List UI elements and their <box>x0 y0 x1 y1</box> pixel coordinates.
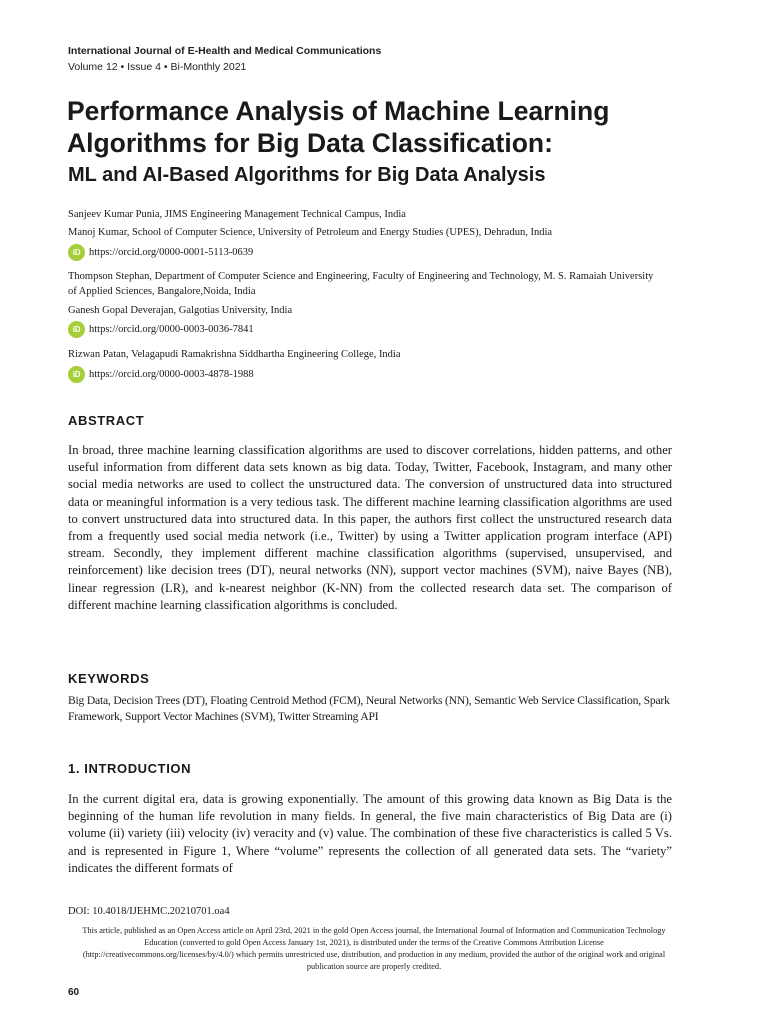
orcid-url[interactable]: https://orcid.org/0000-0003-0036-7841 <box>89 323 254 335</box>
page-number: 60 <box>68 987 80 998</box>
orcid-link[interactable] <box>68 320 254 338</box>
author-affiliation: Thompson Stephan, Department of Computer Science and Engineering, Faculty of Engineering and Technology, M. S. Ramaiah University of Applied Sciences, Bangalore,Noida, India <box>68 271 654 297</box>
orcid-url[interactable]: https://orcid.org/0000-0003-4878-1988 <box>89 368 254 380</box>
doi: DOI: 10.4018/IJEHMC.20210701.oa4 <box>68 906 230 917</box>
orcid-icon: iD <box>68 321 85 338</box>
introduction-text: In the current digital era, data is growing exponentially. The amount of this growing data known as Big Data is the beginning of the human life revolution in many fields. In general, the five main characteristics of Big Data are (i) volume (ii) variety (iii) velocity (iv) veracity and (v) value. The combination of these five characteristics is called 5 Vs. and is represented in Figure 1, Where “volume” represents the collection of all generated data sets. The “variety” indicates the different formats of <box>68 792 672 875</box>
journal-volume: Volume 12 • Issue 4 • Bi-Monthly 2021 <box>68 61 247 73</box>
orcid-url[interactable]: https://orcid.org/0000-0001-5113-0639 <box>89 246 254 258</box>
abstract-text: In broad, three machine learning classification algorithms are used to discover correlations, hidden patterns, and other useful information from different data sets known as big data. Today, Twitter, Facebook, Instagram, and many other social media networks are used to collect the unstructured data. The conversion of unstructured data into structured data or meaningful information is a very tedious task. The different machine learning classification algorithms are used to convert unstructured data into structured data. In this paper, the authors first collect the unstructured research data from a frequently used social media network (i.e., Twitter) by using a Twitter application program interface (API) stream. Secondly, they implement different machine classification algorithms (supervised, unsupervised, and reinforcement) like decision trees (DT), neural networks (NN), support vector machines (SVM), naive Bayes (NB), linear regression (LR), and k-nearest neighbor (K-NN) from the collected research data set. The comparison of different machine learning classification algorithms is concluded. <box>68 443 672 612</box>
orcid-link[interactable] <box>68 243 253 261</box>
license-notice: This article, published as an Open Access article on April 23rd, 2021 in the gold Open Access journal, the International Journal of Information and Communication Technology Education (converted to gold Open Access January 1st, 2021), is distributed under the terms of the Creative Commons Attribution License (http://creativecommons.org/licenses/by/4.0/) which permits unrestricted use, distribution, and production in any medium, provided the author of the original work and original publication source are properly credited. <box>82 926 666 971</box>
author-affiliation: Manoj Kumar, School of Computer Science, University of Petroleum and Energy Studies (UPES), Dehradun, India <box>68 227 553 238</box>
article-subtitle: ML and AI-Based Algorithms for Big Data Analysis <box>68 164 546 186</box>
keywords-text: Big Data, Decision Trees (DT), Floating Centroid Method (FCM), Neural Networks (NN), Semantic Web Service Classification, Spark Framework, Support Vector Machines (SVM), Twitter Streaming API <box>68 694 670 723</box>
orcid-link[interactable] <box>68 365 254 383</box>
article-title: Performance Analysis of Machine Learning Algorithms for Big Data Classification: <box>67 96 610 158</box>
keywords-heading: KEYWORDS <box>68 671 150 686</box>
orcid-icon: iD <box>68 366 85 383</box>
author-affiliation: Ganesh Gopal Deverajan, Galgotias University, India <box>68 305 293 316</box>
orcid-icon: iD <box>68 244 85 261</box>
introduction-heading: 1. INTRODUCTION <box>68 761 192 776</box>
author-affiliation: Rizwan Patan, Velagapudi Ramakrishna Siddhartha Engineering College, India <box>68 349 401 360</box>
journal-name: International Journal of E-Health and Medical Communications <box>68 45 382 57</box>
abstract-heading: ABSTRACT <box>68 413 145 428</box>
author-affiliation: Sanjeev Kumar Punia, JIMS Engineering Management Technical Campus, India <box>68 209 406 220</box>
